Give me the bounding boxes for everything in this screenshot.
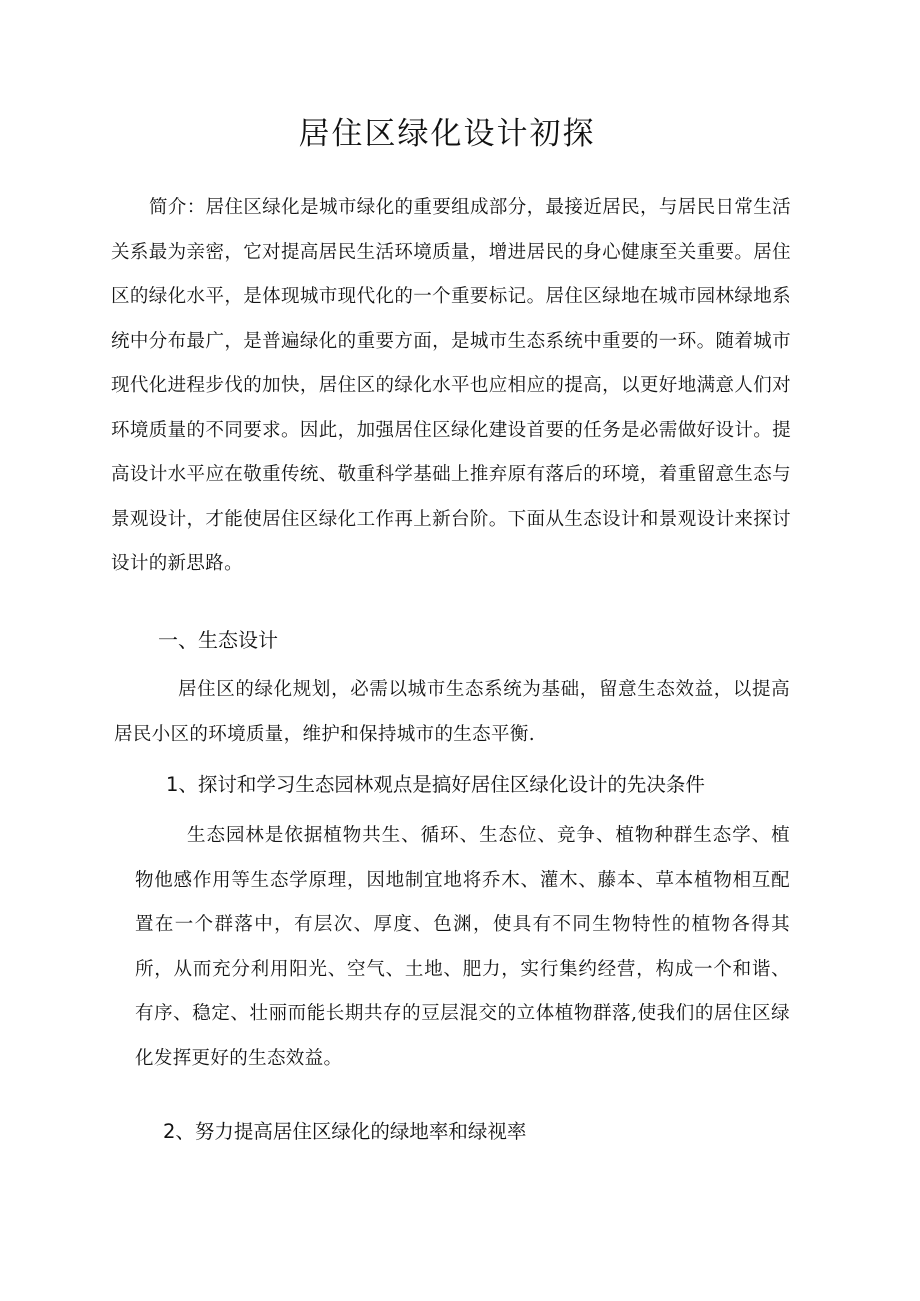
subsection-heading-1: 1、探讨和学习生态园林观点是搞好居住区绿化设计的先决条件 [166, 773, 705, 796]
ecological-design-paragraph: 居住区的绿化规划，必需以城市生态系统为基础，留意生态效益，以提高居民小区的环境质量，维护和保持城市的生态平衡. [114, 679, 790, 745]
ecological-garden-paragraph: 生态园林是依据植物共生、循环、生态位、竞争、植物种群生态学、植物他感作用等生态学原理，因地制宜地将乔木、灌木、藤本、草本植物相互配置在一个群落中，有层次、厚度、色渊，使具有不同生物特性的植物各得其所，从而充分利用阳光、空气、土地、肥力，实行集约经营，构成一个和谐、有序、稳定、壮丽而能长期共存的豆层混交的立体植物群落,使我们的居住区绿化发挥更好的生态效益。 [135, 825, 790, 1069]
intro-paragraph: 简介：居住区绿化是城市绿化的重要组成部分，最接近居民，与居民日常生活关系最为亲密，它对提高居民生活环境质量，增进居民的身心健康至关重要。居住区的绿化水平，是体现城市现代化的一个重要标记。居住区绿地在城市园林绿地系统中分布最广，是普遍绿化的重要方面，是城市生态系统中重要的一环。随着城市现代化进程步伐的加快，居住区的绿化水平也应相应的提高，以更好地满意人们对环境质量的不同要求。因此，加强居住区绿化建设首要的任务是必需做好设计。提高设计水平应在敬重传统、敬重科学基础上推弃原有落后的环境，着重留意生态与景观设计，才能使居住区绿化工作再上新台阶。下面从生态设计和景观设计来探讨设计的新思路。 [111, 197, 791, 574]
document-title: 居住区绿化设计初探 [298, 116, 596, 152]
section-heading-ecological-design: 一、生态设计 [158, 628, 278, 652]
subsection-heading-2: 2、努力提高居住区绿化的绿地率和绿视率 [163, 1120, 527, 1143]
